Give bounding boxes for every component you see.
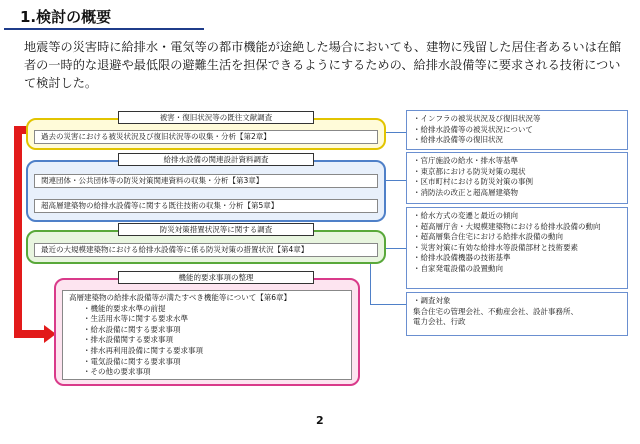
group-header-requirements: 機能的要求事項の整理 — [118, 271, 314, 284]
side-note-line: ・消防法の改正と超高層建築物 — [413, 187, 518, 197]
page-title: 1.検討の概要 — [20, 8, 112, 26]
side-note-line: ・給排水設備等の被災状況について — [413, 124, 533, 134]
page-number: 2 — [316, 414, 324, 427]
side-note-infrastructure — [406, 110, 628, 150]
group-row: 関連団体・公共団体等の防災対策関連資料の収集・分析【第3章】 — [34, 174, 378, 188]
side-note-line: ・インフラの被災状況及び復旧状況等 — [413, 114, 541, 123]
side-note-line: ・給排水設備等の復旧状況 — [413, 135, 503, 144]
connector-line — [370, 264, 371, 304]
group-header-design: 給排水設備の関連設計資料調査 — [118, 153, 314, 166]
group-row: 超高層建築物の給排水設備等に関する既往技術の収集・分析【第5章】 — [34, 199, 378, 213]
side-note-line: ・給排水設備機器の技術基準 — [413, 253, 511, 262]
list-item: ・その他の要求事項 — [83, 367, 151, 377]
connector-line — [386, 180, 406, 181]
side-note-trends — [406, 207, 628, 289]
requirements-box — [62, 290, 352, 380]
side-note-line: ・区市町村における防災対策の事例 — [413, 177, 533, 186]
group-header-measures: 防災対策措置状況等に関する調査 — [118, 223, 314, 236]
intro-paragraph: 地震等の災害時に給排水・電気等の都市機能が途絶した場合においても、建物に残留した居住者あるいは在館者の一時的な退避や最低限の避難生活を担保できるようにするための、給排水設備等に要求される技術について検討した。 — [24, 40, 622, 90]
connector-line — [386, 248, 406, 249]
side-note-survey-targets — [406, 292, 628, 336]
list-item: ・生活用水等に関する要求水準 — [83, 314, 188, 324]
list-item: ・排水再利用設備に関する要求事項 — [83, 345, 203, 355]
side-note-line: 集合住宅の管理会社、不動産会社、設計事務所、 — [413, 306, 578, 316]
title-underline — [4, 28, 204, 30]
side-note-standards — [406, 152, 628, 204]
side-note-line: ・超高層集合住宅における給排水設備の動向 — [413, 232, 563, 241]
list-item: ・機能的要求水準の前提 — [83, 303, 166, 313]
list-item: ・給水設備に関する要求事項 — [83, 324, 181, 334]
side-note-line: ・災害対策に有効な給排水等設備部材と技術要素 — [413, 242, 578, 252]
group-row: 最近の大規模建築物における給排水設備等に係る防災対策の措置状況【第4章】 — [34, 243, 378, 257]
side-note-line: ・超高層庁舎・大規模建築物における給排水設備の動向 — [413, 221, 601, 231]
side-note-line: ・自家発電設備の設置動向 — [413, 263, 503, 273]
list-item: ・排水設備関する要求事項 — [83, 335, 173, 345]
connector-line — [370, 304, 406, 305]
side-note-line: ・官庁施設の給水・排水等基準 — [413, 156, 518, 165]
side-note-line: ・給水方式の変遷と最近の傾向 — [413, 211, 518, 220]
group-header-literature: 被害・復旧状況等の既往文献調査 — [118, 111, 314, 124]
requirements-lead: 高層建築物の給排水設備等が満たすべき機能等について【第6章】 — [69, 293, 291, 302]
connector-line — [386, 132, 406, 133]
flow-arrow-shaft — [14, 126, 22, 338]
group-row: 過去の災害における被災状況及び復旧状況等の収集・分析【第2章】 — [34, 130, 378, 144]
side-note-line: ・東京都における防災対策の現状 — [413, 166, 526, 176]
side-note-line: ・調査対象 — [413, 296, 451, 305]
side-note-line: 電力会社、行政 — [413, 317, 466, 326]
flow-arrow-end — [14, 330, 44, 338]
list-item: ・電気設備に関する要求事項 — [83, 356, 181, 366]
